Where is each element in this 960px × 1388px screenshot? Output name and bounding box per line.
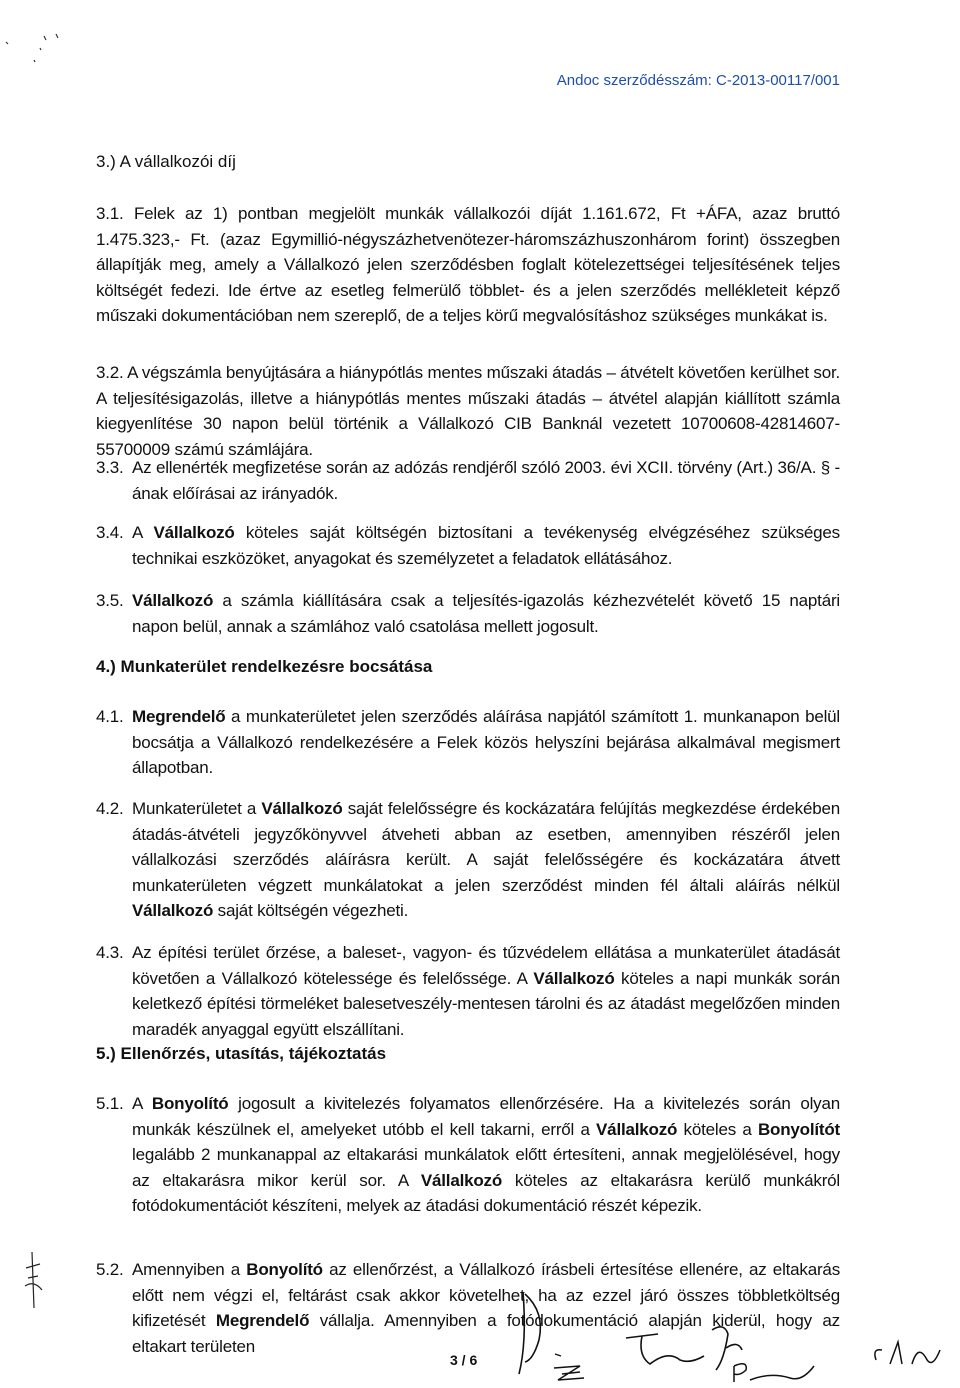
bold-term: Vállalkozó xyxy=(132,591,214,610)
bold-term: Megrendelő xyxy=(215,1311,310,1330)
text-run: a munkaterületet jelen szerződés aláírása napjától számított 1. munkanapon belül bocsátja a Vállalkozó rendelkezésére a Felek közös helyszíni bejárása alkalmával megismert állapotban. xyxy=(132,707,840,777)
section-3-title: 3.) A vállalkozói díj xyxy=(96,152,236,171)
paragraph-body xyxy=(132,796,840,924)
text-run: Munkaterületet a xyxy=(132,799,262,818)
paragraph-4-1 xyxy=(96,704,840,781)
paragraph-number: 4.2. xyxy=(96,799,124,818)
bold-term: Bonyolító xyxy=(151,1094,229,1113)
section-5-title xyxy=(96,1044,386,1064)
paragraph-3-3 xyxy=(96,455,840,506)
bold-term: Vállalkozó xyxy=(596,1119,678,1139)
text-run: A xyxy=(132,523,154,542)
text-run: Az építési terület őrzése, a baleset-, vagyon- és tűzvédelem ellátása a munkaterület átadását követően a Vállalkozó kötelessége és felelőssége. A xyxy=(132,943,840,988)
bold-term: Vállalkozó xyxy=(533,968,615,988)
signature-5 xyxy=(868,1336,952,1376)
signature-4 xyxy=(730,1352,820,1386)
scan-speckles xyxy=(4,30,64,70)
text-run: a számla kiállítására csak a teljesítés-igazolás kézhezvételét követő 15 naptári napon belül, annak a számlához való csatolása mellett jogosult. xyxy=(132,591,840,636)
text-run: köteles a xyxy=(677,1119,758,1139)
contract-number: Andoc szerződésszám: C-2013-00117/001 xyxy=(556,72,840,89)
text-run: köteles a napi munkák során keletkező építési törmeléket balesetveszély-mentesen tárolni és az átadást megelőzően minden maradék anyaggal együtt elszállítani. xyxy=(132,968,840,1039)
text-run: saját felelősségre és kockázatára felújítás megkezdése érdekében átadás-átvételi jegyzőkönyvvel átveheti abban az esetben, amennyiben részéről jelen vállalkozási szerződés aláírásra került. A saját felelősségére és kockázatára átvett munkaterületen végzett munkálatokat a jelen szerződést minden fél általi aláírás nélkül xyxy=(132,799,840,895)
bold-term: Vállalkozó xyxy=(420,1170,503,1190)
text-run: jogosult a kivitelezés folyamatos ellenőrzésére. Ha a kivitelezés során olyan munkák készülnek el, amelyeket utóbb el kell takarni, erről a xyxy=(132,1094,840,1139)
paragraph-body xyxy=(132,940,840,1042)
paragraph-number: 5.2. xyxy=(96,1260,124,1279)
page-number: 3 / 6 xyxy=(450,1352,478,1368)
text-run: legalább 2 munkanappal az eltakarási munkálatok előtt értesíteni, annak megjelölésével, hogy az eltakarásra mikor kerül sor. A xyxy=(132,1145,840,1190)
paragraph-number: 3.4. xyxy=(96,523,124,542)
paragraph-number: 3.3. xyxy=(96,458,124,477)
paragraph-body xyxy=(132,588,840,639)
bold-term: Megrendelő xyxy=(132,707,226,726)
paragraph-4-2 xyxy=(96,796,840,924)
bold-term: Vállalkozó xyxy=(153,523,235,542)
paragraph-3-4 xyxy=(96,520,840,571)
text-run: köteles az eltakarásra kerülő munkákról fotódokumentációt készíteni, melyek az átadási dokumentáció részét képezik. xyxy=(132,1170,840,1215)
paragraph-3-5 xyxy=(96,588,840,639)
paragraph-number: 5.1. xyxy=(96,1094,124,1113)
text-run: az ellenőrzést, a Vállalkozó írásbeli értesítése ellenére, az eltakarás előtt nem végzi el, feltárást csak akkor követelhet, ha az ezzel járó összes többletköltség kifizetését xyxy=(132,1260,840,1330)
bold-term: Vállalkozó xyxy=(261,799,343,818)
bold-term: Bonyolítót xyxy=(757,1119,840,1139)
paragraph-body: Az ellenérték megfizetése során az adózás rendjéről szóló 2003. évi XCII. törvény (Art.) 36/A. § - ának előírásai az irányadók. xyxy=(132,458,840,503)
text-run: vállalja. Amennyiben a fotódokumentáció alapján kiderül, hogy az eltakart területen xyxy=(132,1311,840,1356)
paragraph-5-1 xyxy=(96,1091,840,1219)
section-title-text: 5.) Ellenőrzés, utasítás, tájékoztatás xyxy=(96,1044,387,1063)
paragraph-number: 4.3. xyxy=(96,943,124,962)
bold-term: Bonyolító xyxy=(246,1260,323,1279)
paragraph-3-2: 3.2. A végszámla benyújtására a hiánypótlás mentes műszaki átadás – átvételt követően kerülhet sor. A teljesítésigazolás, illetve a hiánypótlás mentes műszaki átadás – átvétel alapján kiállított számla kiegyenlítése 30 napon belül történik a Vállalkozó CIB Banknál vezetett 10700608-42814607-55700009 számú számlájára. xyxy=(96,363,840,459)
paragraph-body xyxy=(132,704,840,781)
signature-2 xyxy=(550,1362,590,1386)
paragraph-4-3 xyxy=(96,940,840,1042)
paragraph-3-1: 3.1. Felek az 1) pontban megjelölt munkák vállalkozói díját 1.161.672, Ft +ÁFA, azaz bruttó 1.475.323,- Ft. (azaz Egymillió-négyszázhetvenötezer-háromszázhuszonhárom forint) összegben állapítják meg, amely a Vállalkozó jelen szerződésben foglalt kötelezettségei teljesítésének teljes költségét fedezi. Ide értve az esetleg felmerülő többlet- és a jelen szerződés mellékleteit képző műszaki dokumentációban nem szereplő, de a teljes körű megvalósításhoz szükséges munkákat is. xyxy=(96,204,840,325)
paragraph-body xyxy=(132,520,840,571)
paragraph-number: 4.1. xyxy=(96,707,124,726)
paragraph-body xyxy=(132,1091,840,1219)
bold-term: Vállalkozó xyxy=(132,901,214,920)
text-run: saját költségén végezheti. xyxy=(213,901,409,920)
margin-initials-signature xyxy=(20,1250,46,1310)
text-run: köteles saját költségén biztosítani a tevékenység elvégzéséhez szükséges technikai eszközöket, anyagokat és személyzetet a feladatok ellátásához. xyxy=(132,523,840,568)
section-4-title xyxy=(96,657,432,677)
section-title-text: 4.) Munkaterület rendelkezésre bocsátása xyxy=(96,657,433,676)
text-run: A xyxy=(132,1094,152,1113)
paragraph-number: 3.5. xyxy=(96,591,124,610)
text-run: Amennyiben a xyxy=(132,1260,247,1279)
